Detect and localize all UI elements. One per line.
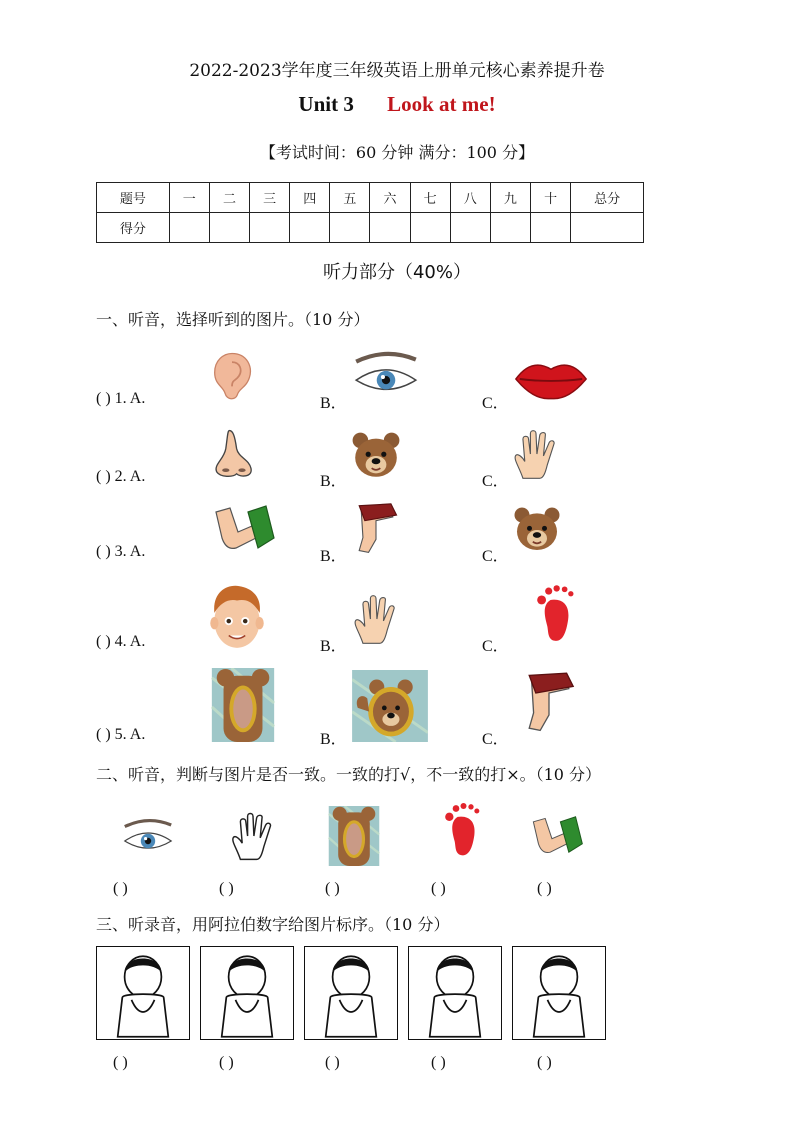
score-cell: 五 (330, 183, 370, 213)
answer-blank[interactable]: ( ) (431, 1054, 446, 1071)
question-2-option-c: C． (482, 473, 509, 490)
answer-blank[interactable]: ( ) (219, 1054, 234, 1071)
score-cell: 一 (169, 183, 209, 213)
score-input-cell[interactable] (490, 213, 530, 243)
leg-image (348, 500, 404, 560)
child-image (513, 947, 605, 1039)
unit-lesson: Look at me! (387, 92, 496, 116)
child-image (201, 947, 293, 1039)
picture-frame (512, 946, 606, 1040)
leg-image (516, 666, 582, 742)
body-image (210, 668, 276, 742)
eye-image (120, 812, 176, 862)
mouth-image (512, 352, 590, 404)
score-cell: 八 (450, 183, 490, 213)
score-input-cell[interactable] (250, 213, 290, 243)
score-input-cell[interactable] (290, 213, 330, 243)
question-3-option-b: B． (320, 548, 347, 565)
question-1-option-b: B． (320, 395, 347, 412)
score-cell: 二 (209, 183, 249, 213)
child-image (305, 947, 397, 1039)
question-2-option-b: B． (320, 473, 347, 490)
section3-heading: 三、听录音，用阿拉伯数字给图片标序。（10 分） (96, 915, 450, 934)
score-cell: 九 (490, 183, 530, 213)
score-table-header-row (97, 183, 644, 213)
bear-face-image (512, 504, 562, 556)
answer-blank[interactable]: ( ) (537, 880, 552, 897)
picture-frame (200, 946, 294, 1040)
score-cell: 得分 (97, 213, 170, 243)
hand-image (508, 424, 564, 484)
question-4-prefix: ( ) 4. A. (96, 633, 146, 650)
bear-face-image (350, 430, 402, 482)
score-cell: 七 (410, 183, 450, 213)
exam-title: 2022-2023学年度三年级英语上册单元核心素养提升卷 (189, 61, 605, 81)
unit-number: Unit 3 (298, 92, 354, 116)
score-cell: 总分 (571, 183, 644, 213)
child-image (409, 947, 501, 1039)
score-input-cell[interactable] (531, 213, 571, 243)
answer-blank[interactable]: ( ) (537, 1054, 552, 1071)
unit-heading (0, 92, 794, 117)
score-input-cell[interactable] (410, 213, 450, 243)
section2-heading: 二、听音，判断与图片是否一致。一致的打√，不一致的打×。（10 分） (96, 765, 602, 784)
question-2-prefix: ( ) 2. A. (96, 468, 146, 485)
score-table (96, 182, 644, 243)
question-4-option-c: C． (482, 638, 509, 655)
score-table-score-row (97, 213, 644, 243)
picture-frame (408, 946, 502, 1040)
question-5-prefix: ( ) 5. A. (96, 726, 146, 743)
listening-title: 听力部分（40%） (322, 262, 471, 283)
question-4-option-b: B． (320, 638, 347, 655)
score-cell: 十 (531, 183, 571, 213)
ear-image (206, 343, 258, 409)
foot-image (526, 584, 582, 646)
answer-blank[interactable]: ( ) (219, 880, 234, 897)
nose-image (206, 424, 260, 484)
score-input-cell[interactable] (330, 213, 370, 243)
answer-blank[interactable]: ( ) (325, 1054, 340, 1071)
body-image (326, 806, 382, 866)
answer-blank[interactable]: ( ) (431, 880, 446, 897)
arm-image (530, 812, 584, 862)
question-3-option-c: C． (482, 548, 509, 565)
answer-blank[interactable]: ( ) (113, 880, 128, 897)
eye-image (350, 348, 422, 402)
question-1-prefix: ( ) 1. A. (96, 390, 146, 407)
score-input-cell[interactable] (450, 213, 490, 243)
question-5-option-b: B． (320, 731, 347, 748)
question-3-prefix: ( ) 3. A. (96, 543, 146, 560)
answer-blank[interactable]: ( ) (325, 880, 340, 897)
answer-blank[interactable]: ( ) (113, 1054, 128, 1071)
score-cell: 六 (370, 183, 410, 213)
hand-outline-image (226, 808, 280, 864)
score-input-cell[interactable] (169, 213, 209, 243)
score-cell: 题号 (97, 183, 170, 213)
score-cell: 三 (250, 183, 290, 213)
bear-image (352, 670, 428, 742)
question-1-option-c: C． (482, 395, 509, 412)
picture-frame (304, 946, 398, 1040)
score-input-cell[interactable] (370, 213, 410, 243)
exam-info: 【考试时间：60 分钟 满分：100 分】 (259, 143, 535, 162)
score-cell: 四 (290, 183, 330, 213)
question-5-option-c: C． (482, 731, 509, 748)
child-image (97, 947, 189, 1039)
score-input-cell[interactable] (209, 213, 249, 243)
score-input-cell[interactable] (571, 213, 644, 243)
section1-heading: 一、听音，选择听到的图片。（10 分） (96, 310, 370, 329)
hand-image (348, 588, 404, 650)
picture-frame (96, 946, 190, 1040)
foot-image (436, 796, 486, 866)
boy-face-image (206, 582, 268, 654)
arm-image (212, 502, 276, 558)
